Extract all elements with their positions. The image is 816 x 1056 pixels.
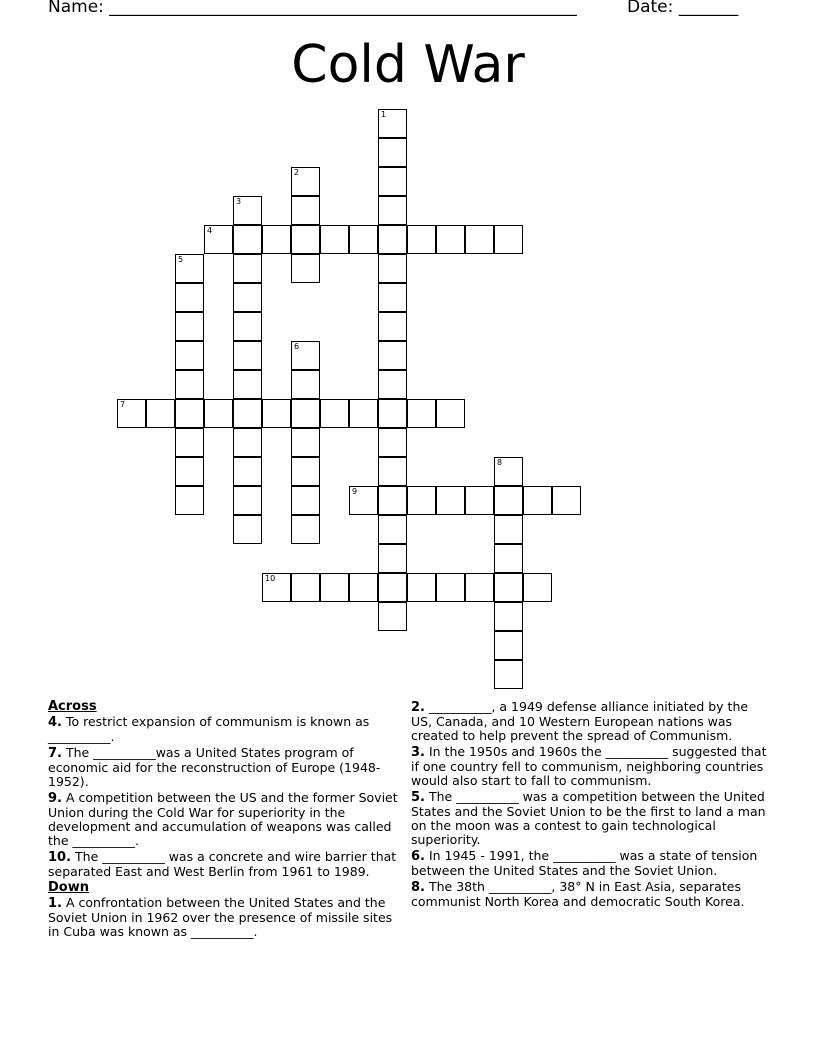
grid-cell[interactable] — [175, 283, 204, 312]
grid-cell[interactable] — [436, 573, 465, 602]
grid-cell[interactable] — [378, 399, 407, 428]
grid-cell[interactable] — [175, 399, 204, 428]
across-heading: Across — [48, 699, 97, 714]
clue-item — [411, 880, 771, 909]
grid-cell[interactable] — [233, 283, 262, 312]
clue-item — [411, 849, 771, 878]
grid-cell[interactable] — [378, 167, 407, 196]
grid-cell[interactable] — [291, 399, 320, 428]
grid-cell[interactable] — [378, 370, 407, 399]
clue-item — [48, 896, 406, 939]
grid-cell[interactable] — [291, 486, 320, 515]
grid-cell[interactable] — [291, 515, 320, 544]
grid-cell[interactable] — [552, 486, 581, 515]
grid-cell-number: 9 — [352, 487, 358, 496]
grid-cell[interactable] — [291, 196, 320, 225]
grid-cell-number: 5 — [178, 255, 184, 264]
clue-item — [48, 850, 406, 879]
clue-item — [411, 745, 771, 788]
grid-cell[interactable] — [465, 225, 494, 254]
grid-cell[interactable] — [523, 573, 552, 602]
grid-cell[interactable] — [349, 486, 378, 515]
clue-item — [411, 790, 771, 847]
grid-cell-number: 4 — [207, 226, 213, 235]
grid-cell[interactable] — [436, 486, 465, 515]
grid-cell[interactable] — [349, 573, 378, 602]
clue-item — [411, 700, 771, 743]
grid-cell[interactable] — [233, 341, 262, 370]
grid-cell[interactable] — [494, 486, 523, 515]
grid-cell[interactable] — [233, 370, 262, 399]
grid-cell[interactable] — [233, 312, 262, 341]
grid-cell-number: 3 — [236, 197, 242, 206]
grid-cell[interactable] — [465, 486, 494, 515]
clue-number: 10. — [48, 850, 72, 865]
clue-item — [48, 746, 406, 789]
grid-cell[interactable] — [378, 341, 407, 370]
grid-cell[interactable] — [494, 544, 523, 573]
grid-cell[interactable] — [436, 225, 465, 254]
grid-cell[interactable] — [407, 486, 436, 515]
grid-cell[interactable] — [291, 457, 320, 486]
grid-cell[interactable] — [233, 254, 262, 283]
grid-cell[interactable] — [378, 573, 407, 602]
grid-cell[interactable] — [465, 573, 494, 602]
grid-cell[interactable] — [233, 399, 262, 428]
grid-cell[interactable] — [378, 602, 407, 631]
grid-cell-number: 6 — [294, 342, 300, 351]
grid-cell[interactable] — [175, 341, 204, 370]
clue-text: The __________ was a competition between the United States and the Soviet Union to be the first to land a man on the moon was a contest to gain technological superiority. — [411, 789, 766, 847]
grid-cell[interactable] — [378, 312, 407, 341]
grid-cell[interactable] — [494, 602, 523, 631]
grid-cell[interactable] — [175, 312, 204, 341]
grid-cell[interactable] — [349, 225, 378, 254]
grid-cell[interactable] — [378, 283, 407, 312]
grid-cell[interactable] — [175, 457, 204, 486]
clue-text: A competition between the US and the former Soviet Union during the Cold War for superiority in the development and accumulation of weapons was called the __________. — [48, 790, 398, 848]
clue-number: 6. — [411, 849, 425, 864]
grid-cell[interactable] — [523, 486, 552, 515]
grid-cell[interactable] — [378, 109, 407, 138]
clue-text: The __________ was a concrete and wire barrier that separated East and West Berlin from 1961 to 1989. — [48, 849, 397, 879]
grid-cell[interactable] — [378, 515, 407, 544]
grid-cell[interactable] — [494, 631, 523, 660]
down-clue-list-continued — [411, 700, 771, 909]
date-field[interactable]: Date: _______ — [627, 0, 739, 17]
grid-cell-number: 10 — [265, 574, 276, 583]
grid-cell[interactable] — [175, 486, 204, 515]
grid-cell[interactable] — [494, 225, 523, 254]
clue-number: 1. — [48, 896, 62, 911]
grid-cell[interactable] — [378, 196, 407, 225]
grid-cell[interactable] — [262, 399, 291, 428]
grid-cell[interactable] — [320, 225, 349, 254]
clue-number: 7. — [48, 746, 62, 761]
grid-cell[interactable] — [233, 428, 262, 457]
grid-cell[interactable] — [233, 457, 262, 486]
grid-cell[interactable] — [117, 399, 146, 428]
grid-cell[interactable] — [291, 370, 320, 399]
grid-cell[interactable] — [407, 399, 436, 428]
grid-cell[interactable] — [378, 225, 407, 254]
clues-right-column — [411, 700, 771, 911]
clue-number: 3. — [411, 745, 425, 760]
grid-cell[interactable] — [233, 486, 262, 515]
grid-cell[interactable] — [175, 370, 204, 399]
grid-cell[interactable] — [378, 544, 407, 573]
grid-cell-number: 7 — [120, 400, 126, 409]
down-clue-list — [48, 896, 406, 939]
grid-cell[interactable] — [291, 341, 320, 370]
grid-cell[interactable] — [349, 399, 378, 428]
grid-cell[interactable] — [146, 399, 175, 428]
grid-cell[interactable] — [407, 573, 436, 602]
clue-text: In the 1950s and 1960s the __________ suggested that if one country fell to communism, neighboring countries would also start to fall to communism. — [411, 744, 767, 788]
grid-cell[interactable] — [320, 573, 349, 602]
grid-cell[interactable] — [320, 399, 349, 428]
grid-cell[interactable] — [378, 428, 407, 457]
grid-cell[interactable] — [175, 254, 204, 283]
grid-cell[interactable] — [291, 573, 320, 602]
grid-cell[interactable] — [291, 428, 320, 457]
clue-text: In 1945 - 1991, the __________ was a state of tension between the United States and the Soviet Union. — [411, 848, 758, 878]
name-field[interactable]: Name: _______________________________________________________ — [48, 0, 577, 17]
clue-number: 8. — [411, 880, 425, 895]
grid-cell[interactable] — [378, 138, 407, 167]
grid-cell-number: 8 — [497, 458, 503, 467]
grid-cell[interactable] — [204, 399, 233, 428]
clue-number: 5. — [411, 790, 425, 805]
grid-cell[interactable] — [494, 457, 523, 486]
grid-cell-number: 2 — [294, 168, 300, 177]
grid-cell[interactable] — [262, 573, 291, 602]
grid-cell[interactable] — [233, 196, 262, 225]
grid-cell[interactable] — [175, 428, 204, 457]
clues-left-column — [48, 700, 406, 941]
grid-cell[interactable] — [378, 486, 407, 515]
clue-text: __________, a 1949 defense alliance initiated by the US, Canada, and 10 Western European nations was created to help prevent the spread of Communism. — [411, 699, 749, 743]
grid-cell[interactable] — [494, 515, 523, 544]
clue-text: A confrontation between the United States and the Soviet Union in 1962 over the presence of missile sites in Cuba was known as __________. — [48, 895, 393, 939]
clue-text: The __________was a United States program of economic aid for the reconstruction of Europe (1948-1952). — [48, 745, 381, 789]
grid-cell[interactable] — [291, 225, 320, 254]
grid-cell[interactable] — [233, 225, 262, 254]
clue-number: 9. — [48, 791, 62, 806]
grid-cell[interactable] — [436, 399, 465, 428]
grid-cell[interactable] — [378, 457, 407, 486]
grid-cell[interactable] — [494, 573, 523, 602]
clue-number: 2. — [411, 700, 425, 715]
grid-cell-number: 1 — [381, 110, 387, 119]
grid-cell[interactable] — [291, 167, 320, 196]
clue-text: The 38th __________, 38° N in East Asia, separates communist North Korea and democratic South Korea. — [411, 879, 745, 909]
clue-text: To restrict expansion of communism is known as __________. — [48, 714, 370, 744]
grid-cell[interactable] — [407, 225, 436, 254]
across-clue-list — [48, 715, 406, 879]
grid-cell[interactable] — [378, 254, 407, 283]
grid-cell[interactable] — [262, 225, 291, 254]
down-heading: Down — [48, 880, 89, 895]
clue-item — [48, 791, 406, 848]
grid-cell[interactable] — [233, 515, 262, 544]
grid-cell[interactable] — [204, 225, 233, 254]
grid-cell[interactable] — [494, 660, 523, 689]
grid-cell[interactable] — [291, 254, 320, 283]
clue-item — [48, 715, 406, 744]
clue-number: 4. — [48, 715, 62, 730]
page-title: Cold War — [291, 35, 525, 95]
